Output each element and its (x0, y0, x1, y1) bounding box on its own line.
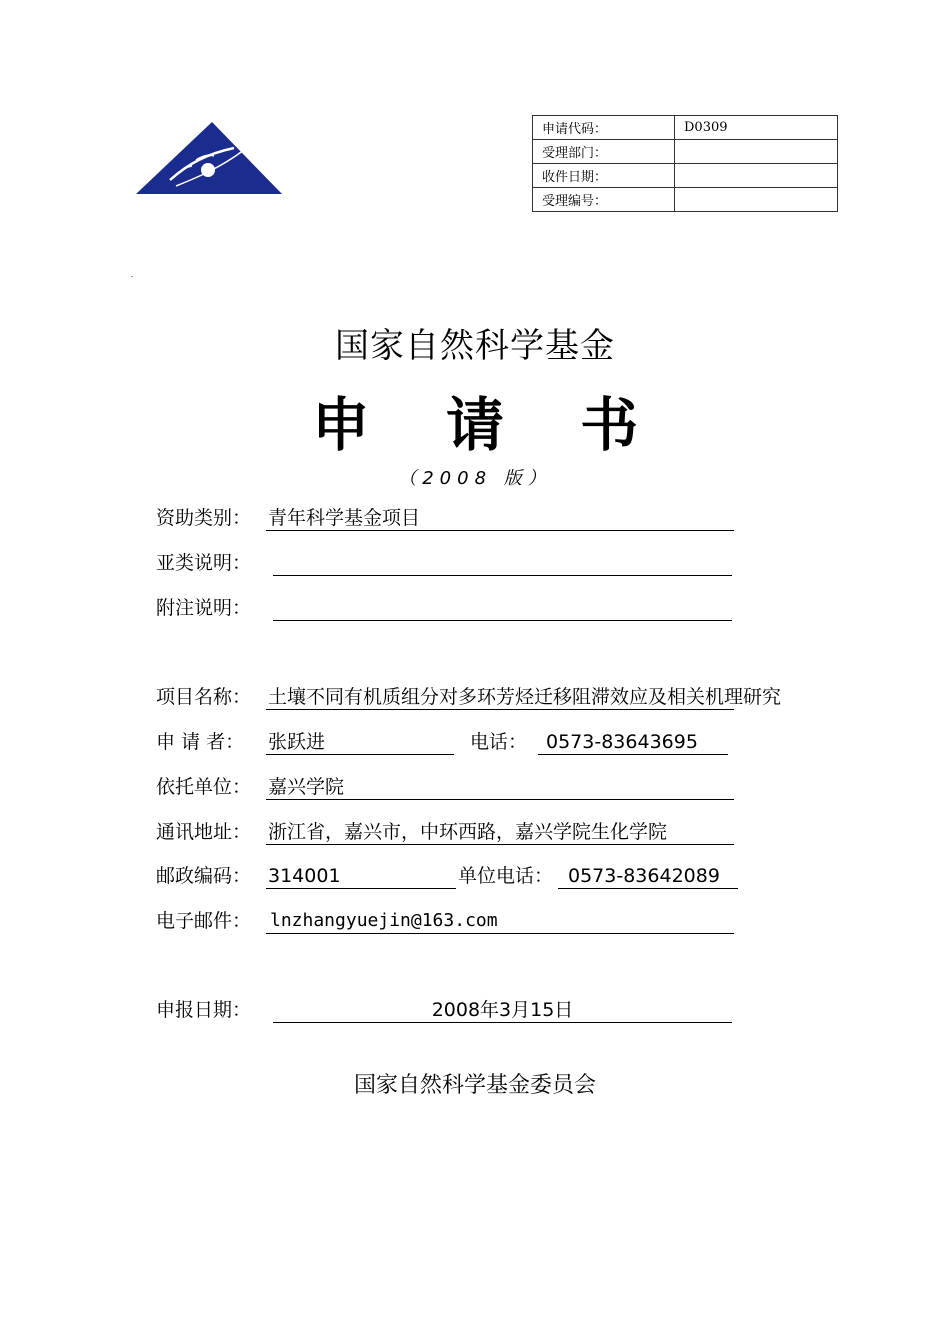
address-row (156, 819, 736, 845)
note-value (273, 595, 732, 621)
funding-category-value: 青年科学基金项目 (266, 505, 734, 531)
submission-date-row (156, 997, 736, 1023)
table-row (533, 188, 838, 212)
email-label: 电子邮件： (156, 910, 252, 932)
table-row (533, 116, 838, 140)
phone-value: 0573-83643695 (538, 729, 728, 755)
nsfc-logo-icon (136, 120, 282, 196)
department-value (675, 140, 838, 164)
postcode-value: 314001 (266, 863, 456, 889)
unit-phone-value: 0573-83642089 (558, 863, 738, 889)
office-use-table (532, 115, 838, 212)
applicant-row (156, 729, 736, 755)
project-name-value: 土壤不同有机质组分对多环芳烃迁移阻滞效应及相关机理研究 (268, 686, 782, 708)
project-name-row (156, 684, 876, 710)
edition: （2008 版） (398, 468, 552, 489)
phone-label: 电话： (470, 731, 528, 753)
applicant-value: 张跃进 (266, 729, 454, 755)
institution-row (156, 774, 736, 800)
email-value: lnzhangyuejin@163.com (266, 908, 734, 934)
application-code-label: 申请代码： (533, 116, 675, 140)
postcode-label: 邮政编码： (156, 865, 252, 887)
address-value: 浙江省，嘉兴市，中环西路，嘉兴学院生化学院 (266, 819, 734, 845)
org-title: 国家自然科学基金 (335, 326, 615, 366)
speck (131, 276, 133, 277)
receipt-number-label: 受理编号： (533, 188, 675, 212)
receipt-date-value (675, 164, 838, 188)
applicant-label: 申 请 者： (156, 731, 245, 753)
document-title: 申 请 书 (311, 391, 667, 459)
note-label: 附注说明： (156, 597, 252, 619)
postcode-row (156, 863, 736, 889)
application-code-value: D0309 (675, 116, 838, 140)
email-row (156, 908, 736, 934)
committee-name: 国家自然科学基金委员会 (353, 1073, 596, 1098)
submission-date-value: 2008年3月15日 (273, 997, 732, 1023)
subcategory-row (156, 550, 736, 576)
table-row (533, 140, 838, 164)
institution-label: 依托单位： (156, 776, 252, 798)
subcategory-value (273, 550, 732, 576)
note-row (156, 595, 736, 621)
department-label: 受理部门： (533, 140, 675, 164)
receipt-date-label: 收件日期： (533, 164, 675, 188)
funding-category-label: 资助类别： (156, 507, 252, 529)
address-label: 通讯地址： (156, 821, 252, 843)
table-row (533, 164, 838, 188)
project-name-label: 项目名称： (156, 686, 252, 708)
funding-category-row (156, 505, 736, 531)
subcategory-label: 亚类说明： (156, 552, 252, 574)
institution-value: 嘉兴学院 (266, 774, 734, 800)
unit-phone-label: 单位电话： (458, 865, 554, 887)
receipt-number-value (675, 188, 838, 212)
submission-date-label: 申报日期： (156, 999, 252, 1021)
